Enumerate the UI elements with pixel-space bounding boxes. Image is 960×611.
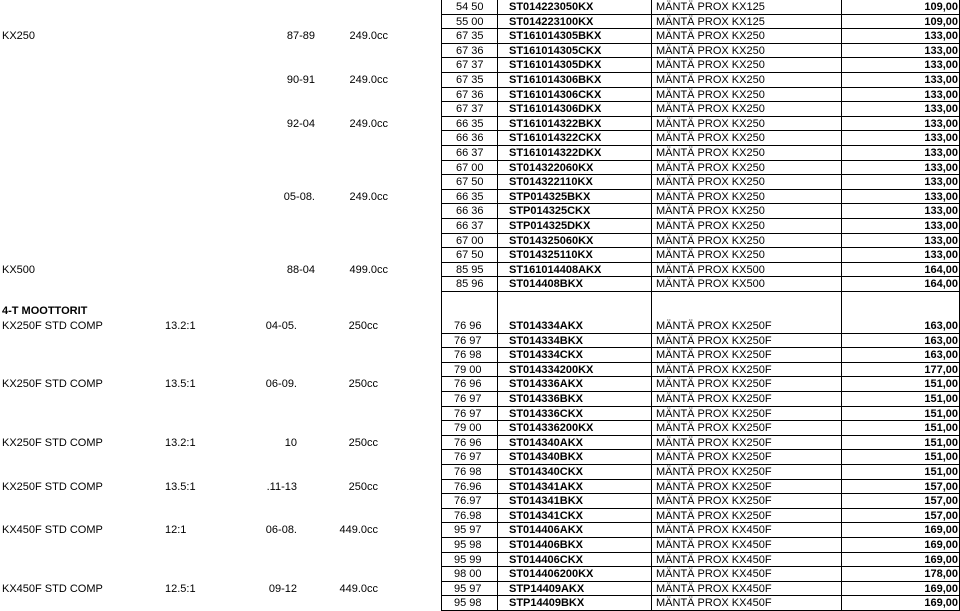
part-number-cell: ST161014306DKX xyxy=(509,103,602,116)
part-number-cell: ST161014322CKX xyxy=(509,132,602,145)
table-row xyxy=(0,190,960,205)
part-number-cell: ST014336CKX xyxy=(509,407,583,420)
description-cell: MÄNTÄ PROX KX250F xyxy=(656,378,772,391)
size-code-cell: 66 36 xyxy=(456,132,484,145)
price-cell: 151,00 xyxy=(924,422,958,435)
price-cell: 151,00 xyxy=(924,378,958,391)
price-cell: 157,00 xyxy=(924,509,958,522)
table-row xyxy=(0,117,960,132)
part-number-cell: STP014325DKX xyxy=(509,220,591,232)
description-cell: MÄNTÄ PROX KX125 xyxy=(656,15,765,28)
compression-ratio-cell: 13.2:1 xyxy=(165,320,196,332)
price-cell: 151,00 xyxy=(924,393,958,405)
part-number-cell: ST014340CKX xyxy=(509,466,583,478)
price-cell: 133,00 xyxy=(924,88,958,101)
description-cell: MÄNTÄ PROX KX250F xyxy=(656,495,772,508)
table-row xyxy=(0,465,960,480)
price-cell: 157,00 xyxy=(924,480,958,493)
size-code-cell: 95 98 xyxy=(454,539,482,551)
displacement-cell: 250cc xyxy=(348,436,378,449)
part-number-cell: ST014336200KX xyxy=(509,422,594,435)
size-code-cell: 66 35 xyxy=(456,190,484,203)
price-cell: 169,00 xyxy=(924,582,958,595)
price-cell: 109,00 xyxy=(924,15,958,28)
price-cell: 163,00 xyxy=(924,334,958,347)
part-number-cell: ST014406CKX xyxy=(509,553,583,566)
price-cell: 133,00 xyxy=(924,117,958,130)
description-cell: MÄNTÄ PROX KX250 xyxy=(656,249,765,262)
part-number-cell: ST161014306CKX xyxy=(509,88,602,101)
year-cell: 87-89 xyxy=(286,30,315,43)
description-cell: MÄNTÄ PROX KX250F xyxy=(656,407,772,420)
table-row xyxy=(0,263,960,278)
table-row xyxy=(0,480,960,495)
description-cell: MÄNTÄ PROX KX250F xyxy=(656,480,772,493)
price-cell: 169,00 xyxy=(924,524,958,537)
compression-ratio-cell: 13.5:1 xyxy=(165,480,196,493)
size-code-cell: 79 00 xyxy=(454,363,482,376)
part-number-cell: ST161014305BKX xyxy=(509,30,602,43)
section-heading-4t: 4-T MOOTTORIT xyxy=(2,305,88,317)
price-cell: 133,00 xyxy=(924,234,958,247)
description-cell: MÄNTÄ PROX KX125 xyxy=(656,1,765,13)
size-code-cell: 54 50 xyxy=(456,1,484,13)
part-number-cell: STP14409BKX xyxy=(509,597,585,610)
part-number-cell: ST014341BKX xyxy=(509,495,583,508)
column-divider-part xyxy=(651,0,652,611)
description-cell: MÄNTÄ PROX KX250 xyxy=(656,59,765,72)
size-code-cell: 95 98 xyxy=(454,597,482,610)
part-number-cell: ST014336BKX xyxy=(509,393,583,405)
table-row xyxy=(0,494,960,509)
table-row xyxy=(0,131,960,146)
part-number-cell: ST014336AKX xyxy=(509,378,583,391)
description-cell: MÄNTÄ PROX KX500 xyxy=(656,263,765,276)
year-cell: 05-08. xyxy=(283,190,315,203)
price-cell: 164,00 xyxy=(924,263,958,276)
part-number-cell: ST014223100KX xyxy=(509,15,594,28)
table-row xyxy=(0,161,960,176)
price-cell: 169,00 xyxy=(924,597,958,610)
table-row xyxy=(0,582,960,597)
price-cell: 133,00 xyxy=(924,74,958,86)
part-number-cell: ST014406AKX xyxy=(509,524,583,537)
price-cell: 163,00 xyxy=(924,320,958,332)
description-cell: MÄNTÄ PROX KX250 xyxy=(656,205,765,218)
table-row xyxy=(0,204,960,219)
table-row xyxy=(0,102,960,117)
price-cell: 157,00 xyxy=(924,495,958,508)
model-cell: KX250F STD COMP xyxy=(2,480,103,493)
model-cell: KX250F STD COMP xyxy=(2,436,103,449)
compression-ratio-cell: 13.2:1 xyxy=(165,436,196,449)
table-row xyxy=(0,58,960,73)
table-row xyxy=(0,15,960,30)
year-cell: 09-12 xyxy=(268,582,297,595)
description-cell: MÄNTÄ PROX KX250 xyxy=(656,220,765,232)
size-code-cell: 76.98 xyxy=(454,509,482,522)
displacement-cell: 249.0cc xyxy=(349,190,388,203)
compression-ratio-cell: 12:1 xyxy=(165,524,187,537)
size-code-cell: 67 36 xyxy=(456,44,484,57)
description-cell: MÄNTÄ PROX KX450F xyxy=(656,524,772,537)
description-cell: MÄNTÄ PROX KX450F xyxy=(656,539,772,551)
description-cell: MÄNTÄ PROX KX250 xyxy=(656,103,765,116)
price-cell: 109,00 xyxy=(924,1,958,13)
table-row xyxy=(0,73,960,88)
part-number-cell: ST014408BKX xyxy=(509,278,583,291)
size-code-cell: 67 37 xyxy=(456,103,484,116)
size-code-cell: 67 00 xyxy=(456,234,484,247)
size-code-cell: 85 96 xyxy=(456,278,484,291)
part-number-cell: ST161014305DKX xyxy=(509,59,602,72)
year-cell: .11-13 xyxy=(266,480,297,493)
table-row xyxy=(0,319,960,334)
part-number-cell: ST014406BKX xyxy=(509,539,583,551)
table-row xyxy=(0,88,960,103)
size-code-cell: 66 37 xyxy=(456,147,484,159)
displacement-cell: 449.0cc xyxy=(339,582,378,595)
column-divider-desc xyxy=(841,0,842,611)
size-code-cell: 67 36 xyxy=(456,88,484,101)
part-number-cell: ST014325060KX xyxy=(509,234,594,247)
price-cell: 133,00 xyxy=(924,44,958,57)
size-code-cell: 95 99 xyxy=(454,553,482,566)
part-number-cell: ST161014305CKX xyxy=(509,44,602,57)
part-number-cell: ST014325110KX xyxy=(509,249,593,262)
displacement-cell: 250cc xyxy=(348,320,378,332)
description-cell: MÄNTÄ PROX KX250 xyxy=(656,74,765,86)
table-row xyxy=(0,523,960,538)
table-row xyxy=(0,0,960,15)
size-code-cell: 66 35 xyxy=(456,117,484,130)
description-cell: MÄNTÄ PROX KX250F xyxy=(656,393,772,405)
size-code-cell: 76.97 xyxy=(454,495,482,508)
size-code-cell: 98 00 xyxy=(454,568,482,581)
price-cell: 169,00 xyxy=(924,553,958,566)
size-code-cell: 95 97 xyxy=(454,582,482,595)
size-code-cell: 76 97 xyxy=(454,451,482,464)
part-number-cell: ST014340AKX xyxy=(509,436,583,449)
part-number-cell: ST014334BKX xyxy=(509,334,583,347)
description-cell: MÄNTÄ PROX KX250 xyxy=(656,190,765,203)
price-cell: 133,00 xyxy=(924,205,958,218)
table-row xyxy=(0,334,960,349)
description-cell: MÄNTÄ PROX KX250F xyxy=(656,509,772,522)
size-code-cell: 76 97 xyxy=(454,334,482,347)
size-code-cell: 76 98 xyxy=(454,466,482,478)
table-row xyxy=(0,553,960,568)
displacement-cell: 499.0cc xyxy=(349,263,388,276)
description-cell: MÄNTÄ PROX KX250F xyxy=(656,451,772,464)
table-row xyxy=(0,436,960,451)
size-code-cell: 85 95 xyxy=(456,263,484,276)
year-cell: 06-08. xyxy=(265,524,297,537)
price-cell: 133,00 xyxy=(924,190,958,203)
part-number-cell: ST014334200KX xyxy=(509,363,594,376)
size-code-cell: 67 35 xyxy=(456,74,484,86)
price-cell: 133,00 xyxy=(924,59,958,72)
size-code-cell: 66 37 xyxy=(456,220,484,232)
part-number-cell: ST014322060KX xyxy=(509,161,594,174)
size-code-cell: 76 98 xyxy=(454,349,482,362)
part-number-cell: STP014325BKX xyxy=(509,190,591,203)
model-cell: KX450F STD COMP xyxy=(2,524,103,537)
row-divider xyxy=(441,291,960,292)
table-row xyxy=(0,392,960,407)
part-number-cell: ST014341CKX xyxy=(509,509,583,522)
price-cell: 133,00 xyxy=(924,176,958,189)
displacement-cell: 249.0cc xyxy=(349,117,388,130)
displacement-cell: 249.0cc xyxy=(349,30,388,43)
description-cell: MÄNTÄ PROX KX250F xyxy=(656,363,772,376)
table-row xyxy=(0,596,960,611)
description-cell: MÄNTÄ PROX KX450F xyxy=(656,553,772,566)
model-cell: KX450F STD COMP xyxy=(2,582,103,595)
description-cell: MÄNTÄ PROX KX250 xyxy=(656,147,765,159)
part-number-cell: ST161014306BKX xyxy=(509,74,602,86)
price-cell: 178,00 xyxy=(924,568,958,581)
price-cell: 164,00 xyxy=(924,278,958,291)
description-cell: MÄNTÄ PROX KX250F xyxy=(656,422,772,435)
price-cell: 151,00 xyxy=(924,436,958,449)
description-cell: MÄNTÄ PROX KX250 xyxy=(656,132,765,145)
description-cell: MÄNTÄ PROX KX250F xyxy=(656,436,772,449)
size-code-cell: 95 97 xyxy=(454,524,482,537)
table-row xyxy=(0,248,960,263)
year-cell: 06-09. xyxy=(265,378,297,391)
price-cell: 133,00 xyxy=(924,132,958,145)
price-cell: 163,00 xyxy=(924,349,958,362)
price-cell: 177,00 xyxy=(924,363,958,376)
table-row xyxy=(0,450,960,465)
description-cell: MÄNTÄ PROX KX250 xyxy=(656,161,765,174)
displacement-cell: 249.0cc xyxy=(349,74,388,86)
price-cell: 133,00 xyxy=(924,147,958,159)
size-code-cell: 76 97 xyxy=(454,407,482,420)
table-row xyxy=(0,44,960,59)
table-row xyxy=(0,146,960,161)
description-cell: MÄNTÄ PROX KX450F xyxy=(656,582,772,595)
description-cell: MÄNTÄ PROX KX500 xyxy=(656,278,765,291)
description-cell: MÄNTÄ PROX KX250 xyxy=(656,234,765,247)
table-row xyxy=(0,277,960,292)
part-number-cell: ST161014322DKX xyxy=(509,147,602,159)
displacement-cell: 250cc xyxy=(348,480,378,493)
description-cell: MÄNTÄ PROX KX250 xyxy=(656,30,765,43)
column-divider-code xyxy=(497,0,498,611)
size-code-cell: 66 36 xyxy=(456,205,484,218)
size-code-cell: 76.96 xyxy=(454,480,482,493)
table-row xyxy=(0,421,960,436)
price-cell: 151,00 xyxy=(924,466,958,478)
year-cell: 90-91 xyxy=(286,74,315,86)
size-code-cell: 67 50 xyxy=(456,249,484,262)
part-number-cell: ST014223050KX xyxy=(509,1,594,13)
price-cell: 133,00 xyxy=(924,103,958,116)
table-row xyxy=(0,509,960,524)
size-code-cell: 67 50 xyxy=(456,176,484,189)
price-cell: 151,00 xyxy=(924,451,958,464)
size-code-cell: 67 37 xyxy=(456,59,484,72)
table-row xyxy=(0,567,960,582)
price-cell: 133,00 xyxy=(924,249,958,262)
compression-ratio-cell: 12.5:1 xyxy=(165,582,196,595)
compression-ratio-cell: 13.5:1 xyxy=(165,378,196,391)
size-code-cell: 76 97 xyxy=(454,393,482,405)
table-row xyxy=(0,175,960,190)
year-cell: 88-04 xyxy=(286,263,315,276)
model-cell: KX250 xyxy=(2,30,36,43)
part-number-cell: STP014325CKX xyxy=(509,205,591,218)
table-row xyxy=(0,29,960,44)
year-cell: 92-04 xyxy=(286,117,315,130)
description-cell: MÄNTÄ PROX KX250 xyxy=(656,44,765,57)
part-number-cell: STP14409AKX xyxy=(509,582,585,595)
price-cell: 133,00 xyxy=(924,161,958,174)
description-cell: MÄNTÄ PROX KX250F xyxy=(656,466,772,478)
price-cell: 133,00 xyxy=(924,220,958,232)
part-number-cell: ST014322110KX xyxy=(509,176,593,189)
description-cell: MÄNTÄ PROX KX450F xyxy=(656,597,772,610)
part-number-cell: ST014340BKX xyxy=(509,451,583,464)
part-number-cell: ST014341AKX xyxy=(509,480,583,493)
price-cell: 169,00 xyxy=(924,539,958,551)
size-code-cell: 76 96 xyxy=(454,320,482,332)
description-cell: MÄNTÄ PROX KX250 xyxy=(656,176,765,189)
size-code-cell: 76 96 xyxy=(454,378,482,391)
description-cell: MÄNTÄ PROX KX250 xyxy=(656,117,765,130)
size-code-cell: 67 00 xyxy=(456,161,484,174)
price-cell: 151,00 xyxy=(924,407,958,420)
part-number-cell: ST014334AKX xyxy=(509,320,583,332)
part-number-cell: ST161014408AKX xyxy=(509,263,602,276)
year-cell: 10 xyxy=(284,436,297,449)
displacement-cell: 449.0cc xyxy=(339,524,378,537)
part-number-cell: ST014406200KX xyxy=(509,568,594,581)
part-number-cell: ST014334CKX xyxy=(509,349,583,362)
model-cell: KX250F STD COMP xyxy=(2,320,103,332)
table-row xyxy=(0,538,960,553)
model-cell: KX250F STD COMP xyxy=(2,378,103,391)
size-code-cell: 55 00 xyxy=(456,15,484,28)
table-row xyxy=(0,348,960,363)
model-cell: KX500 xyxy=(2,263,36,276)
table-row xyxy=(0,363,960,378)
table-row xyxy=(0,219,960,234)
description-cell: MÄNTÄ PROX KX250F xyxy=(656,334,772,347)
size-code-cell: 67 35 xyxy=(456,30,484,43)
displacement-cell: 250cc xyxy=(348,378,378,391)
size-code-cell: 79 00 xyxy=(454,422,482,435)
description-cell: MÄNTÄ PROX KX250F xyxy=(656,320,772,332)
table-row xyxy=(0,234,960,249)
size-code-cell: 76 96 xyxy=(454,436,482,449)
description-cell: MÄNTÄ PROX KX250 xyxy=(656,88,765,101)
description-cell: MÄNTÄ PROX KX450F xyxy=(656,568,772,581)
price-cell: 133,00 xyxy=(924,30,958,43)
description-cell: MÄNTÄ PROX KX250F xyxy=(656,349,772,362)
column-divider-left xyxy=(441,0,442,611)
table-row xyxy=(0,377,960,392)
year-cell: 04-05. xyxy=(265,320,297,332)
table-row xyxy=(0,407,960,422)
part-number-cell: ST161014322BKX xyxy=(509,117,602,130)
